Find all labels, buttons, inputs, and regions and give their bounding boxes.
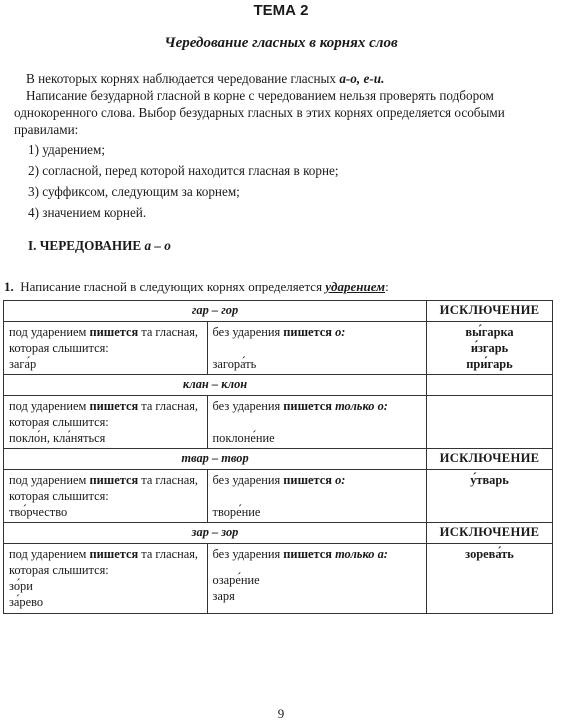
root-header-row: [4, 301, 553, 322]
stressed-rule-a: под ударением: [9, 473, 90, 487]
exception-word: зорева́ть: [465, 547, 514, 561]
section-letters: а – о: [144, 238, 171, 253]
exception-cell: [427, 322, 553, 375]
unstressed-rule-b: пишется: [283, 325, 332, 339]
stressed-rule-a: под ударением: [9, 547, 90, 561]
root-header-row: [4, 375, 553, 396]
unstressed-rule-a: без ударения: [212, 325, 284, 339]
rule-list-item: 2) согласной, перед которой находится гласная в корне;: [28, 163, 339, 178]
rule-keyword: ударением: [325, 279, 386, 294]
unstressed-rule-b: пишется: [283, 547, 332, 561]
intro-paragraph-1: [14, 70, 554, 87]
rule-row: [4, 470, 553, 523]
rule-statement: [4, 279, 389, 295]
root-pair: гар – гор: [4, 301, 427, 322]
unstressed-rule-c: о:: [331, 325, 346, 339]
example-word: заря: [212, 589, 235, 603]
page-title: Чередование гласных в корнях слов: [164, 35, 398, 51]
root-pair: зар – зор: [4, 523, 427, 544]
stressed-rule-c: та гласная, которая слышится:: [9, 473, 198, 503]
example-word: тво́рчество: [9, 505, 68, 519]
exception-cell: [427, 470, 553, 523]
unstressed-rule-c: только о:: [331, 399, 388, 413]
example-word: за́рево: [9, 595, 44, 609]
unstressed-rule-c: о:: [331, 473, 346, 487]
rule-list-item: 1) ударением;: [28, 142, 106, 157]
unstressed-cell: [207, 470, 427, 523]
rule-row: [4, 322, 553, 375]
exception-header: ИСКЛЮЧЕНИЕ: [427, 301, 553, 322]
stressed-cell: [4, 544, 208, 614]
example-word: зо́ри: [9, 579, 33, 593]
example-word: поклоне́ние: [212, 431, 275, 445]
unstressed-rule-b: пишется: [283, 399, 332, 413]
stressed-rule-c: та гласная, которая слышится:: [9, 399, 198, 429]
exception-header: [427, 375, 553, 396]
exception-cell: [427, 396, 553, 449]
exception-word: при́гарь: [466, 357, 513, 371]
stressed-rule-b: пишется: [89, 399, 139, 413]
unstressed-rule-b: пишется: [283, 473, 332, 487]
section-label: I. ЧЕРЕДОВАНИЕ: [28, 238, 145, 253]
stressed-rule-a: под ударением: [9, 325, 90, 339]
stressed-rule-b: пишется: [89, 473, 139, 487]
example-word: творе́ние: [212, 505, 261, 519]
rule-list-item: 3) суффиксом, следующим за корнем;: [28, 184, 240, 199]
alternation-table: [3, 300, 553, 614]
stressed-rule-a: под ударением: [9, 399, 90, 413]
example-word: зага́р: [9, 357, 37, 371]
stressed-rule-b: пишется: [89, 547, 139, 561]
rule-list-item: 4) значением корней.: [28, 205, 147, 220]
root-pair: клан – клон: [4, 375, 427, 396]
exception-word: вы́гарка: [465, 325, 514, 339]
exception-cell: [427, 544, 553, 614]
section-heading: [28, 238, 171, 254]
unstressed-cell: [207, 396, 427, 449]
unstressed-cell: [207, 322, 427, 375]
alternation-letters: а-о, е-и.: [339, 71, 385, 86]
intro-text: В некоторых корнях наблюдается чередование гласных: [26, 71, 340, 86]
topic-heading: ТЕМА 2: [253, 2, 309, 19]
stressed-cell: [4, 396, 208, 449]
unstressed-rule-a: без ударения: [212, 473, 284, 487]
exception-word: и́згарь: [470, 341, 509, 355]
rule-row: [4, 396, 553, 449]
stressed-cell: [4, 322, 208, 375]
root-pair: твар – твор: [4, 449, 427, 470]
exception-header: ИСКЛЮЧЕНИЕ: [427, 523, 553, 544]
unstressed-cell: [207, 544, 427, 614]
rule-text: Написание гласной в следующих корнях определяется: [20, 279, 326, 294]
example-word: загора́ть: [212, 357, 257, 371]
intro-paragraph-2: Написание безударной гласной в корне с чередованием нельзя проверять подбором однокоренного слова. Выбор безударных гласных в этих корнях определяется особыми правилами:: [14, 88, 505, 137]
example-word: озаре́ние: [212, 573, 260, 587]
root-header-row: [4, 449, 553, 470]
unstressed-rule-c: только а:: [331, 547, 388, 561]
rule-row: [4, 544, 553, 614]
rule-end: :: [385, 279, 389, 294]
example-word: покло́н, кла́няться: [9, 431, 106, 445]
exception-header: ИСКЛЮЧЕНИЕ: [427, 449, 553, 470]
exception-word: у́тварь: [470, 473, 509, 487]
unstressed-rule-a: без ударения: [212, 547, 284, 561]
unstressed-rule-a: без ударения: [212, 399, 284, 413]
stressed-cell: [4, 470, 208, 523]
stressed-rule-c: та гласная, которая слышится:: [9, 547, 198, 577]
rule-number: 1.: [4, 279, 14, 294]
stressed-rule-b: пишется: [89, 325, 139, 339]
root-header-row: [4, 523, 553, 544]
page-number: 9: [277, 706, 285, 721]
stressed-rule-c: та гласная, которая слышится:: [9, 325, 198, 355]
